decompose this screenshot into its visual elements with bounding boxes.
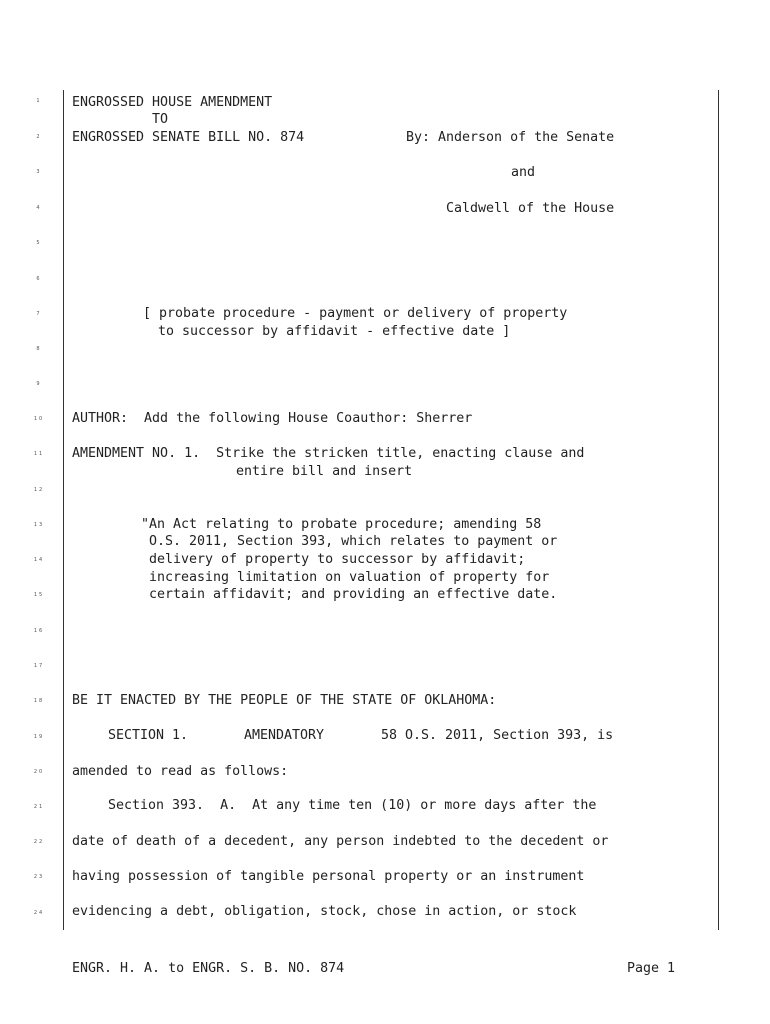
act-title-line: certain affidavit; and providing an effective date. xyxy=(149,587,558,602)
line-number: 23 xyxy=(33,874,45,880)
senate-author: By: Anderson of the Senate xyxy=(406,130,615,145)
header-to: TO xyxy=(152,112,169,127)
amendment-line-2: entire bill and insert xyxy=(236,464,413,479)
line-number: 14 xyxy=(33,557,45,563)
line-number: 9 xyxy=(36,381,42,387)
right-margin-rule xyxy=(718,90,719,930)
section-citation: 58 O.S. 2011, Section 393, is xyxy=(381,728,614,743)
subject-line-1: [ probate procedure - payment or delivery of property xyxy=(143,306,568,321)
line-number: 19 xyxy=(33,734,45,740)
page-number: Page 1 xyxy=(627,961,676,976)
amendment-line-1: AMENDMENT NO. 1. Strike the stricken title, enacting clause and xyxy=(72,446,585,461)
subject-line-2: to successor by affidavit - effective date ] xyxy=(158,324,511,339)
line-number: 18 xyxy=(33,698,45,704)
line-number: 21 xyxy=(33,804,45,810)
line-number: 24 xyxy=(33,910,45,916)
footer-bill-reference: ENGR. H. A. to ENGR. S. B. NO. 874 xyxy=(72,961,345,976)
line-number: 11 xyxy=(33,451,45,457)
section-label: SECTION 1. xyxy=(108,728,189,743)
line-number: 22 xyxy=(33,839,45,845)
line-number: 12 xyxy=(33,487,45,493)
act-title-line: delivery of property to successor by affidavit; xyxy=(149,552,526,567)
section-type: AMENDATORY xyxy=(244,728,325,743)
body-line: date of death of a decedent, any person indebted to the decedent or xyxy=(72,834,609,849)
act-title-line: O.S. 2011, Section 393, which relates to payment or xyxy=(149,534,558,549)
and-word: and xyxy=(511,165,536,180)
bill-number: ENGROSSED SENATE BILL NO. 874 xyxy=(72,130,305,145)
body-line: evidencing a debt, obligation, stock, chose in action, or stock xyxy=(72,904,577,919)
body-line: Section 393. A. At any time ten (10) or more days after the xyxy=(108,798,597,813)
line-number: 20 xyxy=(33,769,45,775)
line-number: 6 xyxy=(36,276,42,282)
line-number: 17 xyxy=(33,663,45,669)
house-author: Caldwell of the House xyxy=(446,201,615,216)
line-number: 10 xyxy=(33,416,45,422)
line-number: 16 xyxy=(33,628,45,634)
line-number: 13 xyxy=(33,522,45,528)
line-number: 5 xyxy=(36,240,42,246)
line-number: 15 xyxy=(33,592,45,598)
enacting-clause: BE IT ENACTED BY THE PEOPLE OF THE STATE OF OKLAHOMA: xyxy=(72,693,497,708)
body-line: having possession of tangible personal property or an instrument xyxy=(72,869,585,884)
line-number: 4 xyxy=(36,205,42,211)
act-title-line: increasing limitation on valuation of property for xyxy=(149,570,550,585)
line-number: 8 xyxy=(36,346,42,352)
act-title-line: "An Act relating to probate procedure; amending 58 xyxy=(141,517,542,532)
line-number: 2 xyxy=(36,134,42,140)
line-number: 3 xyxy=(36,169,42,175)
header-title: ENGROSSED HOUSE AMENDMENT xyxy=(72,95,273,110)
line-number: 7 xyxy=(36,311,42,317)
left-margin-rule xyxy=(63,90,64,930)
author-line: AUTHOR: Add the following House Coauthor: Sherrer xyxy=(72,411,473,426)
line-number: 1 xyxy=(36,98,42,104)
section-continuation: amended to read as follows: xyxy=(72,764,289,779)
